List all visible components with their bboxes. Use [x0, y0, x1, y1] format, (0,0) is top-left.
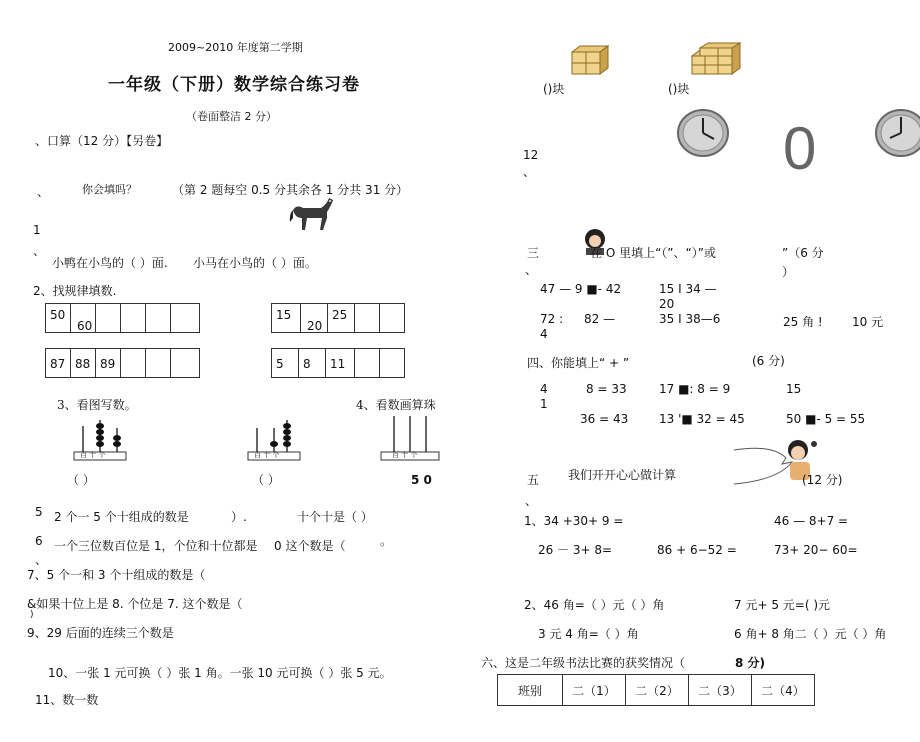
abacus-3-label: 百 十 个	[392, 451, 418, 459]
abacus-target-number: 5 0	[411, 473, 432, 487]
table-header-cell: 二（2）	[626, 675, 689, 706]
grid-cell[interactable]	[171, 304, 199, 332]
section-6-score: 8 分)	[735, 656, 766, 670]
answer-paren-2[interactable]: （ ）	[252, 473, 280, 487]
compare-row1-b: 15 I 34 —	[659, 282, 717, 296]
fill-row1-num: 4	[540, 382, 548, 396]
compare-row2-e: 10 元	[852, 315, 884, 329]
answer-paren-1[interactable]: （ ）	[67, 473, 95, 487]
table-header-cell: 二（1）	[563, 675, 626, 706]
section-5-score: (12 分)	[802, 473, 843, 487]
q12-number: 12	[523, 148, 539, 162]
table-header-cell: 班别	[498, 675, 563, 706]
grid-cell[interactable]: 15	[272, 304, 301, 332]
q6-number: 6	[35, 534, 43, 548]
grid-cell[interactable]: 11	[326, 349, 355, 377]
grid-cell[interactable]	[121, 304, 146, 332]
q8-text: &如果十位上是 8. 个位是 7. 这个数是（	[27, 597, 243, 611]
calc-1-b: 46 — 8+7 =	[774, 514, 849, 528]
q5-text-tail: ）.	[231, 510, 247, 524]
money-1-b: 7 元+ 5 元=( )元	[734, 598, 831, 612]
blocks-answer-1[interactable]: ()块	[543, 82, 565, 96]
grid-cell[interactable]	[146, 349, 171, 377]
section-3-label: 三	[527, 246, 540, 260]
q6-text-2: 0 这个数是（	[274, 539, 346, 553]
q6-text: 一个三位数百位是 1，个位和十位都是	[54, 539, 258, 553]
q7-text: 7、5 个一和 3 个十组成的数是（	[27, 568, 206, 582]
fill-row1-c: 15	[786, 382, 802, 396]
money-2-a: 3 元 4 角=（ ）角	[538, 627, 639, 641]
sequence-grid-3	[45, 348, 200, 378]
compare-row2-d: 25 角 !	[783, 315, 823, 329]
q3-title: 3、看图写数。	[57, 398, 137, 412]
section-5-title: 我们开开心心做计算	[568, 468, 677, 482]
sequence-grid-1	[45, 303, 200, 333]
section-5-dash: 、	[525, 494, 538, 508]
fill-row1-a: 8 = 33	[586, 382, 627, 396]
q5-number: 5	[35, 505, 43, 519]
grid-cell[interactable]	[380, 304, 404, 332]
calc-2-c: 73+ 20− 60=	[774, 543, 858, 557]
q1-dash: 、	[33, 244, 46, 258]
q1-number: 1	[33, 223, 41, 237]
grid-cell[interactable]: 88	[71, 349, 96, 377]
section-4-title: 四、你能填上“ + ”	[527, 356, 630, 370]
q6-dash: 、	[35, 553, 48, 567]
grid-cell[interactable]: 60	[71, 304, 96, 332]
grid-cell[interactable]	[146, 304, 171, 332]
q1-text-duck: 小鸭在小鸟的（ ）面.	[52, 256, 168, 270]
table-header-cell: 二（4）	[752, 675, 815, 706]
abacus-1-label: 百 十 个	[80, 451, 106, 459]
q8-tail: )	[30, 610, 34, 620]
fill-row2-a: 36 = 43	[580, 412, 629, 426]
subtitle: （卷面整洁 2 分）	[186, 110, 277, 123]
calc-1-a: 1、34 +30+ 9 =	[524, 514, 624, 528]
fill-row1-b: 17 ■: 8 = 9	[659, 382, 731, 396]
table-header-cell: 二（3）	[689, 675, 752, 706]
abacus-2-label: 百 十 个	[254, 451, 280, 459]
fill-row2-b: 13 '■ 32 = 45	[659, 412, 745, 426]
section-3-paren: ）	[782, 265, 795, 279]
compare-row1-b2: 20	[659, 297, 675, 311]
grid-cell[interactable]	[96, 304, 121, 332]
q1-text-horse: 小马在小鸟的（ ）面。	[193, 256, 317, 270]
q6-dot: 。	[380, 534, 393, 548]
calc-2-a: 26 － 3+ 8=	[538, 543, 613, 557]
section-2-title: 你会填吗？	[82, 183, 137, 196]
q11-text: 11、数一数	[35, 693, 99, 707]
section-4-score: (6 分)	[752, 354, 785, 368]
grid-cell[interactable]	[380, 349, 404, 377]
compare-row2-b: 82 —	[584, 312, 616, 326]
grid-cell[interactable]: 50	[46, 304, 71, 332]
section-3-score: ”（6 分	[782, 246, 824, 260]
section-3-dash: 、	[525, 263, 538, 277]
calc-2-b: 86 + 6−52 =	[657, 543, 737, 557]
section-2-score: （第 2 题每空 0.5 分其余各 1 分共 31 分）	[172, 183, 409, 197]
page-title: 一年级（下册）数学综合练习卷	[108, 75, 360, 95]
year-heading: 2009~2010 年度第二学期	[168, 41, 303, 54]
section-3-text: 在 O 里填上“（”、“）”或	[590, 246, 716, 260]
fill-row2-c: 50 ■- 5 = 55	[786, 412, 866, 426]
q5-text-2: 十个十是（ ）	[297, 510, 373, 524]
compare-row2-c: 35 I 38—6	[659, 312, 721, 326]
grid-cell[interactable]: 5	[272, 349, 299, 377]
q5-text: 2 个一 5 个十组成的数是	[54, 510, 189, 524]
q9-text: 9、29 后面的连续三个数是	[27, 626, 174, 640]
blocks-icon-2	[688, 42, 744, 76]
money-1-a: 2、46 角=（ ）元（ ）角	[524, 598, 665, 612]
grid-cell[interactable]: 20	[301, 304, 328, 332]
blocks-icon-1	[568, 42, 612, 76]
grid-cell[interactable]: 25	[328, 304, 355, 332]
section-1-title: 、口算（12 分）【另卷】	[35, 134, 169, 148]
award-table	[497, 674, 815, 706]
compare-row1-a: 47 — 9 ■- 42	[540, 282, 622, 296]
sequence-grid-4	[271, 348, 405, 378]
grid-cell[interactable]: 89	[96, 349, 121, 377]
grid-cell[interactable]	[121, 349, 146, 377]
clock-icon-1	[676, 108, 730, 158]
grid-cell[interactable]	[171, 349, 199, 377]
horse-icon	[287, 196, 335, 234]
grid-cell[interactable]	[355, 349, 380, 377]
compare-row2-a: 72 :	[540, 312, 564, 326]
section-6-title: 六、这是二年级书法比赛的获奖情况（	[481, 656, 686, 670]
q4-title: 4、看数画算珠	[356, 398, 436, 412]
sequence-grid-2	[271, 303, 405, 333]
table-row	[498, 675, 815, 706]
section-2-dash: 、	[37, 185, 50, 199]
blocks-answer-2[interactable]: ()块	[668, 82, 690, 96]
big-zero: 0	[783, 115, 817, 182]
clock-icon-2	[874, 108, 920, 158]
q10-text: 10、一张 1 元可换（ ）张 1 角。一张 10 元可换（ ）张 5 元。	[48, 666, 392, 680]
grid-cell[interactable]: 87	[46, 349, 71, 377]
section-5-label: 五	[527, 473, 540, 487]
grid-cell[interactable]	[355, 304, 380, 332]
q12-dash: 、	[523, 165, 536, 179]
compare-row2-a2: 4	[540, 327, 548, 341]
grid-cell[interactable]: 8	[299, 349, 326, 377]
fill-row1-num2: 1	[540, 397, 548, 411]
money-2-b: 6 角+ 8 角二（ ）元（ ）角	[734, 627, 887, 641]
q2-title: 2、找规律填数.	[33, 284, 117, 298]
